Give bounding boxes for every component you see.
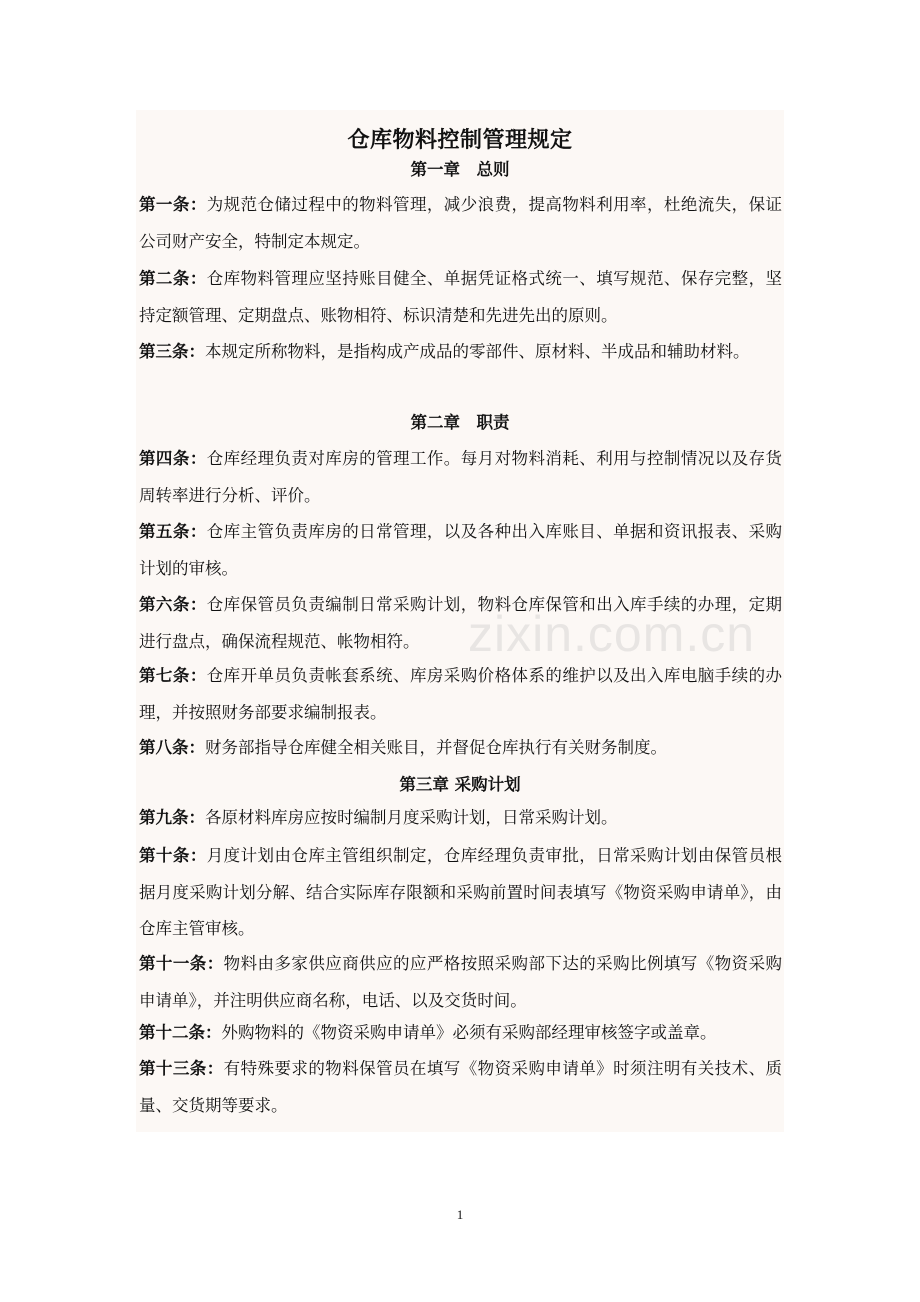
article-4 — [139, 441, 782, 514]
article-separator: ： — [206, 954, 224, 973]
article-1 — [139, 187, 782, 260]
article-text: 各原材料库房应按时编制月度采购计划，日常采购计划。 — [205, 808, 618, 827]
article-2 — [139, 261, 782, 334]
article-separator: ： — [206, 1059, 224, 1078]
document-title: 仓库物料控制管理规定 — [347, 128, 573, 153]
article-10 — [139, 838, 782, 948]
article-3 — [139, 334, 782, 371]
article-text: 外购物料的《物资采购申请单》必须有采购部经理审核签字或盖章。 — [221, 1023, 717, 1042]
article-text: 物料由多家供应商供应的应严格按照采购部下达的采购比例填写《物资采购申请单》，并注明供应商名称，电话、以及交货时间。 — [139, 954, 783, 1010]
article-separator: ： — [189, 195, 207, 214]
article-text: 本规定所称物料，是指构成产成品的零部件、原材料、半成品和辅助材料。 — [205, 342, 750, 361]
article-text: 财务部指导仓库健全相关账目，并督促仓库执行有关财务制度。 — [205, 738, 667, 757]
chapter-2-heading: 第二章 职责 — [410, 413, 510, 432]
article-text: 仓库保管员负责编制日常采购计划，物料仓库保管和出入库手续的办理，定期进行盘点，确保流程规范、帐物相符。 — [139, 595, 783, 651]
article-5 — [139, 514, 782, 587]
article-label: 第九条 — [139, 808, 189, 827]
article-separator: ： — [205, 1023, 222, 1042]
article-label: 第七条 — [139, 666, 190, 685]
article-label: 第八条 — [139, 738, 189, 757]
page-number: 1 — [456, 1207, 464, 1222]
chapter-3-heading: 第三章 采购计划 — [399, 775, 521, 794]
article-separator: ： — [189, 522, 207, 541]
article-label: 第十二条 — [139, 1023, 205, 1042]
article-label: 第十三条 — [139, 1059, 207, 1078]
article-separator: ： — [189, 666, 207, 685]
article-label: 第四条 — [139, 449, 190, 468]
article-text: 为规范仓储过程中的物料管理，减少浪费，提高物料利用率，杜绝流失，保证公司财产安全，特制定本规定。 — [139, 195, 783, 251]
article-text: 有特殊要求的物料保管员在填写《物资采购申请单》时须注明有关技术、质量、交货期等要求。 — [139, 1059, 783, 1115]
article-label: 第六条 — [139, 595, 190, 614]
article-7 — [139, 658, 782, 731]
chapter-1-heading: 第一章 总则 — [410, 160, 510, 179]
article-9 — [139, 800, 782, 837]
article-8 — [139, 730, 782, 767]
watermark: zixin.com.cn — [468, 606, 756, 662]
article-label: 第十一条 — [139, 954, 207, 973]
article-separator: ： — [188, 738, 205, 757]
article-label: 第一条 — [139, 195, 190, 214]
article-text: 仓库开单员负责帐套系统、库房采购价格体系的维护以及出入库电脑手续的办理，并按照财务部要求编制报表。 — [139, 666, 783, 722]
article-separator: ： — [189, 595, 207, 614]
article-label: 第十条 — [139, 846, 190, 865]
article-separator: ： — [189, 449, 207, 468]
article-separator: ： — [188, 808, 205, 827]
article-label: 第五条 — [139, 522, 190, 541]
article-text: 仓库物料管理应坚持账目健全、单据凭证格式统一、填写规范、保存完整，坚持定额管理、定期盘点、账物相符、标识清楚和先进先出的原则。 — [139, 269, 783, 325]
article-text: 仓库主管负责库房的日常管理，以及各种出入库账目、单据和资讯报表、采购计划的审核。 — [139, 522, 783, 578]
article-label: 第二条 — [139, 269, 190, 288]
article-text: 月度计划由仓库主管组织制定，仓库经理负责审批，日常采购计划由保管员根据月度采购计划分解、结合实际库存限额和采购前置时间表填写《物资采购申请单》，由仓库主管审核。 — [139, 846, 783, 938]
article-6 — [139, 587, 782, 660]
article-separator: ： — [189, 846, 207, 865]
article-separator: ： — [188, 342, 205, 361]
article-13 — [139, 1051, 782, 1124]
article-separator: ： — [189, 269, 207, 288]
article-11 — [139, 946, 782, 1019]
article-12 — [139, 1015, 782, 1052]
article-text: 仓库经理负责对库房的管理工作。每月对物料消耗、利用与控制情况以及存货周转率进行分析、评价。 — [139, 449, 783, 505]
article-label: 第三条 — [139, 342, 189, 361]
